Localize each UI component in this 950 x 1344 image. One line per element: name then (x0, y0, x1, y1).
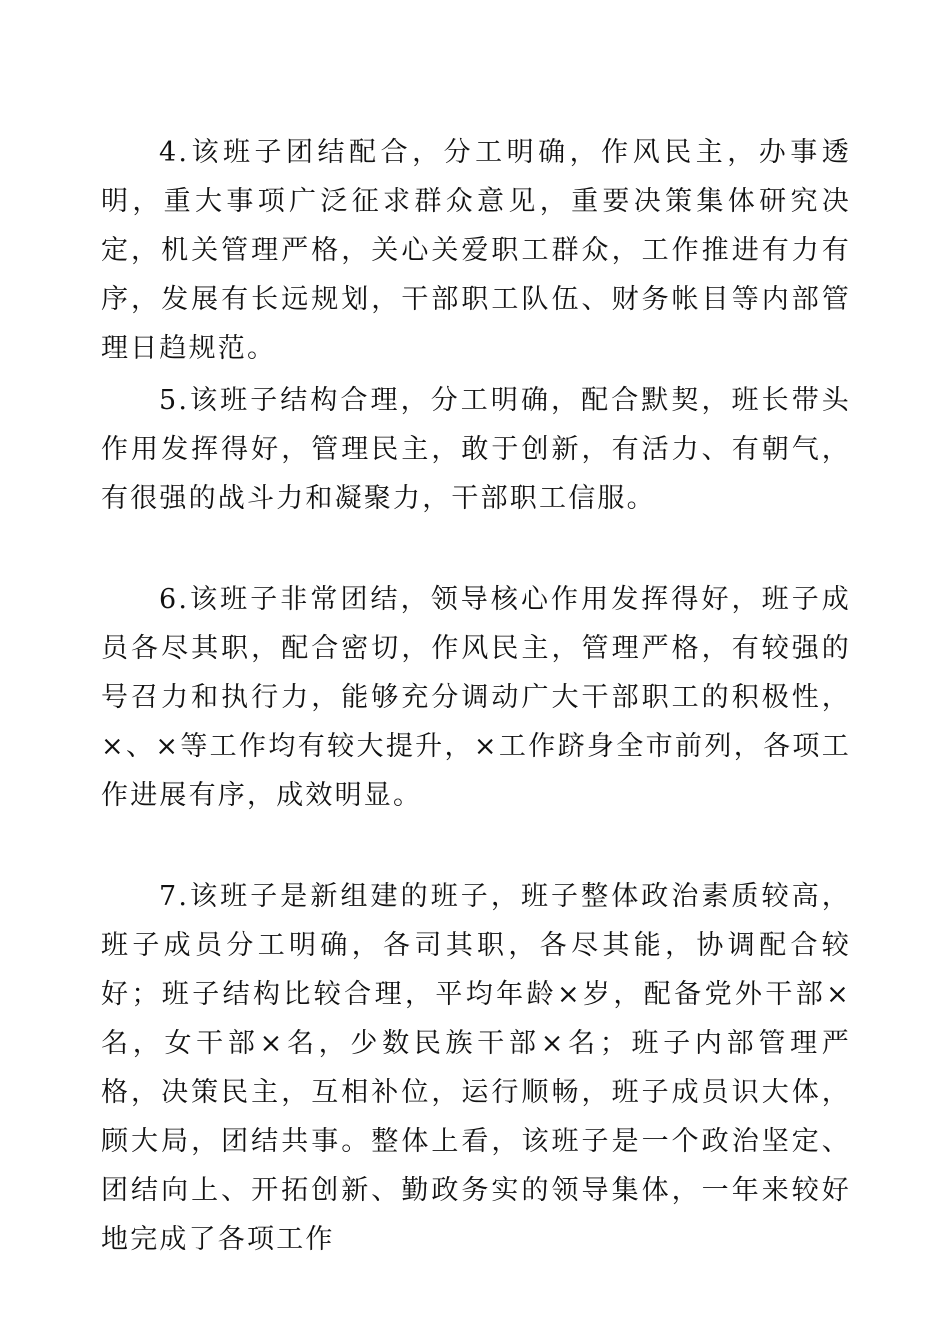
paragraph-5: 5.该班子结构合理，分工明确，配合默契，班长带头作用发挥得好，管理民主，敢于创新，有活力、有朝气，有很强的战斗力和凝聚力，干部职工信服。 (101, 385, 851, 514)
paragraph-7: 7.该班子是新组建的班子，班子整体政治素质较高，班子成员分工明确，各司其职，各尽其能，协调配合较好；班子结构比较合理，平均年龄×岁，配备党外干部×名，女干部×名，少数民族干部×名；班子内部管理严格，决策民主，互相补位，运行顺畅，班子成员识大体，顾大局，团结共事。整体上看，该班子是一个政治坚定、团结向上、开拓创新、勤政务实的领导集体，一年来较好地完成了各项工作 (101, 881, 851, 1255)
paragraph-4: 4.该班子团结配合，分工明确，作风民主，办事透明，重大事项广泛征求群众意见，重要决策集体研究决定，机关管理严格，关心关爱职工群众，工作推进有力有序，发展有长远规划，干部职工队伍、财务帐目等内部管理日趋规范。 (101, 137, 851, 364)
paragraph-6: 6.该班子非常团结，领导核心作用发挥得好，班子成员各尽其职，配合密切，作风民主，管理严格，有较强的号召力和执行力，能够充分调动广大干部职工的积极性，×、×等工作均有较大提升，×工作跻身全市前列，各项工作进展有序，成效明显。 (101, 584, 851, 811)
